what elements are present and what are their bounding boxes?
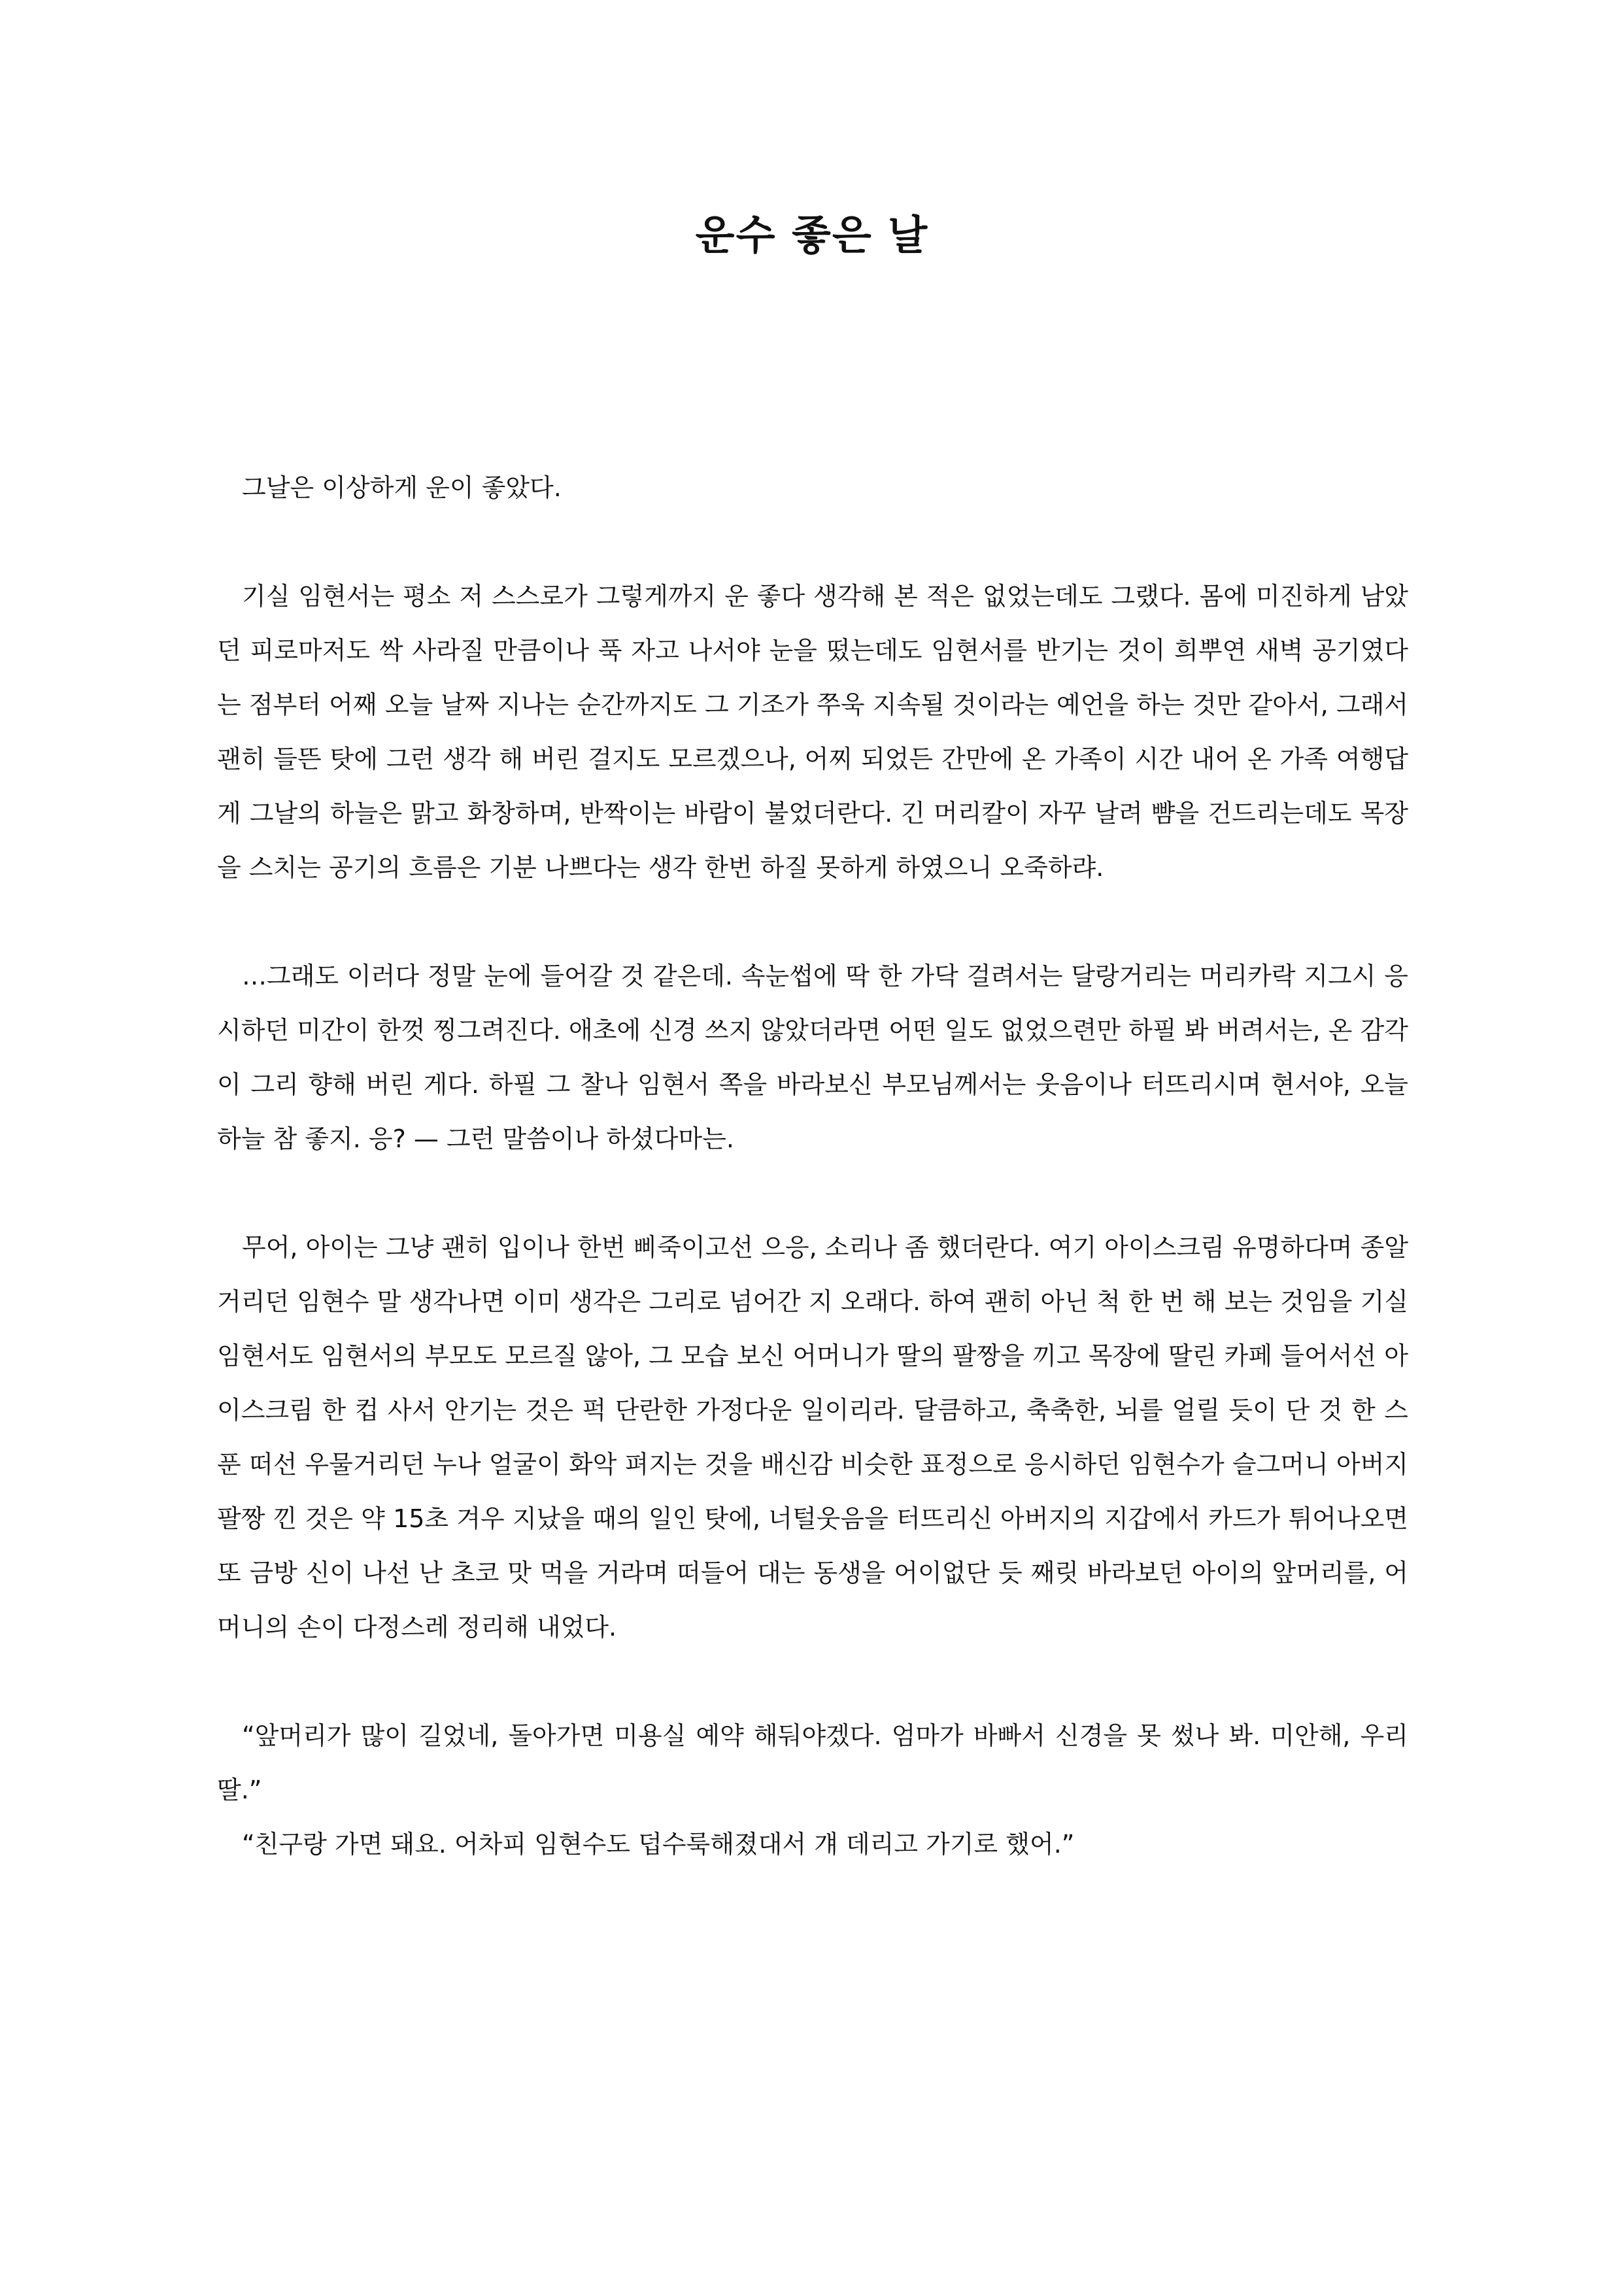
paragraph: 무어, 아이는 그냥 괜히 입이나 한번 삐죽이고선 으응, 소리나 좀 했더란다. 여기 아이스크림 유명하다며 종알거리던 임현수 말 생각나면 이미 생각은 그리로 넘어간 지 오래다. 하여 괜히 아닌 척 한 번 해 보는 것임을 기실 임현서도 임현서의 부모도 모르질 않아, 그 모습 보신 어머니가 딸의 팔짱을 끼고 목장에 딸린 카페 들어서선 아이스크림 한 컵 사서 안기는 것은 퍽 단란한 가정다운 일이리라. 달큼하고, 축축한, 뇌를 얼릴 듯이 단 것 한 스푼 떠선 우물거리던 누나 얼굴이 화악 펴지는 것을 배신감 비슷한 표정으로 응시하던 임현수가 슬그머니 아버지 팔짱 낀 것은 약 15초 겨우 지났을 때의 일인 탓에, 너털웃음을 터뜨리신 아버지의 지갑에서 카드가 튀어나오면 또 금방 신이 나선 난 초코 맛 먹을 거라며 떠들어 대는 동생을 어이없단 듯 째릿 바라보던 아이의 앞머리를, 어머니의 손이 다정스레 정리해 내었다. [217,1233,1408,1642]
dialogue-line: “앞머리가 많이 길었네, 돌아가면 미용실 예약 해둬야겠다. 엄마가 바빠서 신경을 못 썼나 봐. 미안해, 우리 딸.” [217,1721,1408,1804]
paragraph: 기실 임현서는 평소 저 스스로가 그렇게까지 운 좋다 생각해 본 적은 없었는데도 그랬다. 몸에 미진하게 남았던 피로마저도 싹 사라질 만큼이나 푹 자고 나서야 눈을 떴는데도 임현서를 반기는 것이 희뿌연 새벽 공기였다는 점부터 어째 오늘 날짜 지나는 순간까지도 그 기조가 쭈욱 지속될 것이라는 예언을 하는 것만 같아서, 그래서 괜히 들뜬 탓에 그런 생각 해 버린 걸지도 모르겠으나, 어찌 되었든 간만에 온 가족이 시간 내어 온 가족 여행답게 그날의 하늘은 맑고 화창하며, 반짝이는 바람이 불었더란다. 긴 머리칼이 자꾸 날려 뺨을 건드리는데도 목장을 스치는 공기의 흐름은 기분 나쁘다는 생각 한번 하질 못하게 하였으니 오죽하랴. [217,582,1408,882]
document-body [217,461,1408,1872]
document-title: 운수 좋은 날 [695,211,929,259]
paragraph: …그래도 이러다 정말 눈에 들어갈 것 같은데. 속눈썹에 딱 한 가닥 걸려서는 달랑거리는 머리카락 지그시 응시하던 미간이 한껏 찡그려진다. 애초에 신경 쓰지 않았더라면 어떤 일도 없었으련만 하필 봐 버려서는, 온 감각이 그리 향해 버린 게다. 하필 그 찰나 임현서 쪽을 바라보신 부모님께서는 웃음이나 터뜨리시며 현서야, 오늘 하늘 참 좋지. 응? — 그런 말씀이나 하셨다마는. [217,962,1408,1153]
dialogue-line: “친구랑 가면 돼요. 어차피 임현수도 덥수룩해졌대서 걔 데리고 가기로 했어.” [242,1830,1075,1859]
paragraph: 그날은 이상하게 운이 좋았다. [242,473,562,502]
